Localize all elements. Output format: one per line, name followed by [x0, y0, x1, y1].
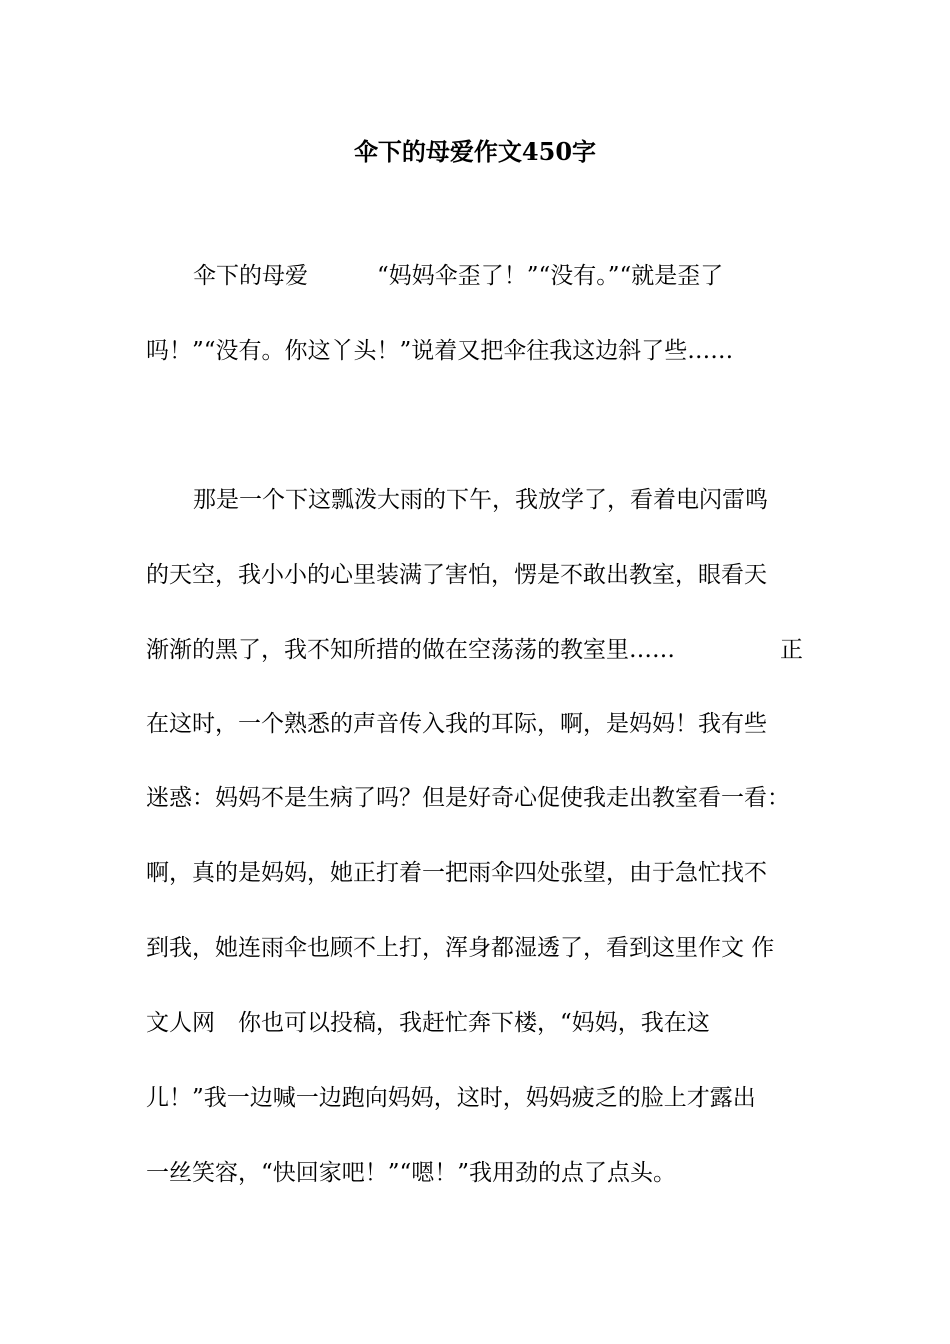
paragraph-line: 的天空，我小小的心里装满了害怕，愣是不敢出教室，眼看天: [146, 562, 767, 588]
paragraph-line: 在这时，一个熟悉的声音传入我的耳际，啊，是妈妈！我有些: [146, 711, 767, 737]
paragraph-line-fragment: 正: [780, 637, 803, 663]
paragraph-line: 伞下的母爱 “妈妈伞歪了！”“没有。”“就是歪了: [193, 263, 724, 289]
paragraph-line: 到我，她连雨伞也顾不上打，浑身都湿透了，看到这里作文 作: [146, 935, 775, 961]
page-title: 伞下的母爱作文450字: [353, 137, 597, 166]
paragraph-line: 啊，真的是妈妈，她正打着一把雨伞四处张望，由于急忙找不: [146, 860, 767, 886]
paragraph-line: 文人网 你也可以投稿，我赶忙奔下楼，“妈妈，我在这: [146, 1010, 710, 1036]
paragraph-line: 儿！”我一边喊一边跑向妈妈，这时，妈妈疲乏的脸上才露出: [146, 1085, 756, 1111]
paragraph-line: 那是一个下这瓢泼大雨的下午，我放学了，看着电闪雷鸣: [193, 487, 768, 513]
paragraph-line: 一丝笑容，“快回家吧！”“嗯！”我用劲的点了点头。: [146, 1160, 677, 1186]
paragraph-line: 吗！”“没有。你这丫头！”说着又把伞往我这边斜了些……: [146, 338, 734, 364]
paragraph-line: 迷惑：妈妈不是生病了吗？但是好奇心促使我走出教室看一看：: [146, 785, 790, 811]
paragraph-line: 渐渐的黑了，我不知所措的做在空荡荡的教室里……: [146, 637, 675, 663]
